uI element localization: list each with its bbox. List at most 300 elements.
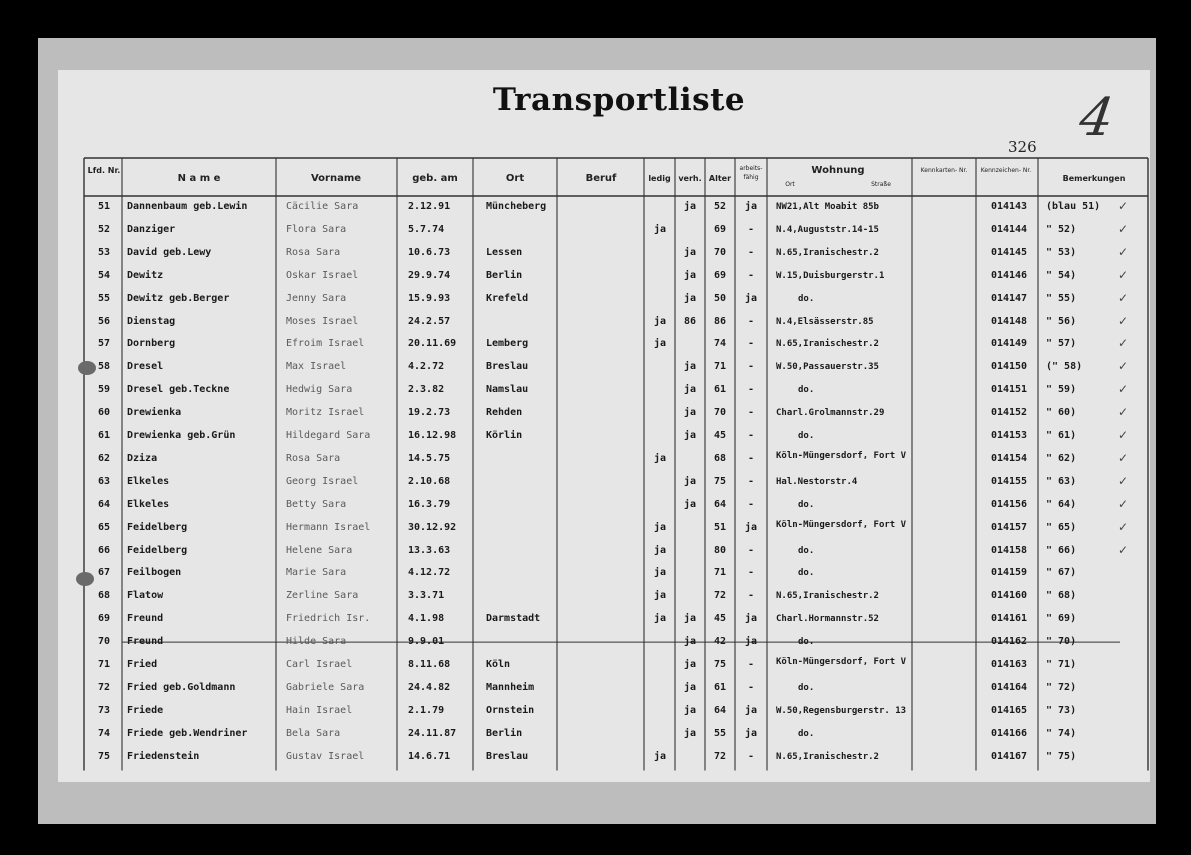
cell-nr: 69 — [97, 613, 111, 625]
cell-nr: 73 — [97, 704, 111, 716]
cell-geb: 24.2.57 — [408, 315, 451, 327]
cell-alter: 71 — [713, 567, 727, 579]
cell-geb: 16.12.98 — [408, 430, 457, 441]
cell-nr: 72 — [97, 681, 111, 693]
cell-nr: 55 — [97, 292, 111, 304]
cell-vorname: Zerline Sara — [286, 590, 359, 602]
cell-name: Elkeles — [127, 475, 170, 487]
check-mark-icon: ✓ — [1118, 428, 1129, 442]
cell-vorname: Marie Sara — [286, 567, 347, 579]
cell-alter: 55 — [713, 727, 727, 739]
cell-vorname: Bela Sara — [286, 727, 341, 739]
header-bemerkungen: Bemerkungen — [1062, 174, 1126, 183]
cell-geb: 14.6.71 — [408, 750, 451, 762]
cell-alter: 69 — [713, 269, 727, 281]
cell-vorname: Flora Sara — [286, 223, 347, 235]
cell-alter: 64 — [713, 498, 727, 510]
cell-bem: " 73) — [1046, 704, 1077, 716]
cell-ledig: ja — [653, 750, 667, 762]
cell-geb: 24.4.82 — [408, 681, 451, 693]
cell-verh: ja — [683, 384, 697, 396]
cell-alter: 75 — [713, 659, 727, 670]
header-geb-am: geb. am — [412, 173, 458, 184]
cell-wohnung: Köln-Müngersdorf, Fort V — [776, 450, 907, 461]
cell-verh: ja — [683, 681, 697, 693]
cell-ort: Müncheberg — [486, 201, 547, 212]
cell-bem: (" 58) — [1046, 361, 1083, 373]
sheet-mark: 4 — [1075, 88, 1118, 148]
cell-vorname: Jenny Sara — [286, 292, 347, 304]
cell-kenn: 014146 — [990, 269, 1028, 281]
cell-kenn: 014166 — [990, 727, 1028, 739]
cell-kenn: 014153 — [990, 430, 1028, 441]
cell-bem: " 62) — [1046, 452, 1077, 464]
cell-kenn: 014155 — [990, 475, 1028, 487]
cell-ort: Körlin — [486, 430, 523, 441]
cell-vorname: Max Israel — [286, 361, 347, 373]
check-mark-icon: ✓ — [1118, 267, 1129, 282]
cell-alter: 74 — [713, 338, 727, 350]
cell-nr: 57 — [97, 338, 111, 350]
cell-alter: 51 — [713, 521, 727, 533]
cell-bem: " 52) — [1046, 223, 1077, 235]
cell-verh: ja — [683, 613, 697, 625]
cell-alter: 45 — [713, 430, 727, 441]
cell-ort: Rehden — [486, 407, 523, 419]
cell-arb: - — [747, 544, 755, 556]
cell-geb: 16.3.79 — [408, 498, 451, 510]
cell-arb: - — [747, 475, 755, 487]
cell-bem: " 63) — [1046, 475, 1077, 487]
page-number: 326 — [1008, 138, 1037, 156]
cell-alter: 68 — [713, 452, 727, 464]
cell-nr: 70 — [97, 636, 111, 648]
cell-arb: - — [747, 407, 755, 419]
cell-nr: 58 — [97, 361, 111, 373]
cell-ledig: ja — [653, 315, 667, 327]
cell-arb: - — [747, 498, 755, 510]
header-wohnung-strasse: Straße — [871, 181, 891, 188]
header-lfd-nr: Lfd. Nr. — [87, 166, 121, 175]
cell-alter: 70 — [713, 246, 727, 258]
cell-vorname: Moritz Israel — [286, 407, 365, 419]
cell-nr: 56 — [97, 315, 111, 327]
cell-ort: Krefeld — [486, 292, 529, 304]
cell-wohnung: Köln-Müngersdorf, Fort V — [776, 657, 907, 667]
cell-bem: " 60) — [1046, 407, 1077, 419]
cell-geb: 3.3.71 — [408, 590, 445, 602]
cell-arb: - — [747, 246, 755, 258]
cell-wohnung: N.4,Auguststr.14-15 — [776, 224, 879, 235]
cell-verh: ja — [683, 636, 697, 648]
cell-bem: " 61) — [1046, 430, 1077, 441]
cell-wohnung: do. — [798, 545, 815, 556]
cell-vorname: Oskar Israel — [286, 269, 359, 281]
cell-arb: - — [747, 361, 755, 373]
cell-vorname: Rosa Sara — [286, 246, 341, 258]
cell-vorname: Gabriele Sara — [286, 681, 365, 693]
cell-bem: " 56) — [1046, 315, 1077, 327]
cell-wohnung: W.50,Regensburgerstr. 13 — [776, 705, 907, 716]
cell-wohnung: W.50,Passauerstr.35 — [776, 362, 879, 373]
check-mark-icon: ✓ — [1118, 519, 1129, 534]
cell-kenn: 014164 — [990, 681, 1028, 693]
cell-alter: 69 — [713, 223, 727, 235]
cell-arb: ja — [744, 727, 758, 739]
cell-vorname: Cäcilie Sara — [286, 201, 359, 212]
cell-geb: 19.2.73 — [408, 407, 451, 419]
cell-verh: ja — [683, 727, 697, 739]
cell-geb: 8.11.68 — [408, 659, 451, 670]
cell-arb: - — [747, 338, 755, 350]
cell-geb: 15.9.93 — [408, 292, 451, 304]
cell-kenn: 014161 — [990, 613, 1028, 625]
cell-verh: ja — [683, 430, 697, 441]
cell-name: Elkeles — [127, 498, 170, 510]
cell-nr: 74 — [97, 727, 111, 739]
cell-ort: Breslau — [486, 361, 529, 373]
cell-ort: Lemberg — [486, 338, 529, 350]
cell-ledig: ja — [653, 613, 667, 625]
cell-nr: 52 — [97, 223, 111, 235]
cell-nr: 64 — [97, 498, 111, 510]
cell-geb: 2.3.82 — [408, 384, 445, 396]
cell-arb: - — [747, 567, 755, 579]
punch-hole — [78, 361, 96, 375]
cell-wohnung: N.65,Iranischestr.2 — [776, 247, 879, 258]
cell-nr: 60 — [97, 407, 111, 419]
cell-wohnung: Köln-Müngersdorf, Fort V — [776, 519, 907, 530]
cell-wohnung: Charl.Hormannstr.52 — [776, 614, 879, 625]
cell-nr: 66 — [97, 544, 111, 556]
cell-wohnung: Hal.Nestorstr.4 — [776, 476, 858, 487]
cell-bem: " 65) — [1046, 521, 1077, 533]
cell-kenn: 014162 — [990, 636, 1028, 648]
cell-arb: - — [747, 590, 755, 602]
header-kennkarten: Kennkarten- Nr. — [920, 167, 968, 174]
cell-wohnung: Charl.Grolmannstr.29 — [776, 408, 885, 419]
cell-geb: 20.11.69 — [408, 338, 457, 350]
cell-ort: Köln — [486, 659, 511, 670]
cell-ort: Lessen — [486, 246, 523, 258]
cell-geb: 13.3.63 — [408, 544, 451, 556]
cell-wohnung: do. — [798, 568, 815, 579]
cell-ort: Berlin — [486, 269, 523, 281]
cell-name: Freund — [127, 636, 164, 648]
cell-kenn: 014151 — [990, 384, 1028, 396]
cell-kenn: 014154 — [990, 452, 1028, 464]
cell-ledig: ja — [653, 521, 667, 533]
cell-vorname: Hedwig Sara — [286, 384, 353, 396]
cell-nr: 71 — [97, 659, 111, 670]
cell-geb: 9.9.01 — [408, 636, 445, 648]
cell-ledig: ja — [653, 223, 667, 235]
cell-alter: 86 — [713, 315, 727, 327]
cell-kenn: 014156 — [990, 498, 1028, 510]
cell-vorname: Carl Israel — [286, 659, 353, 670]
check-mark-icon: ✓ — [1118, 221, 1129, 236]
check-mark-icon: ✓ — [1118, 473, 1129, 488]
cell-kenn: 014150 — [990, 361, 1028, 373]
cell-arb: - — [747, 681, 755, 693]
cell-alter: 71 — [713, 361, 727, 373]
cell-vorname: Friedrich Isr. — [286, 613, 371, 625]
cell-nr: 68 — [97, 590, 111, 602]
cell-name: Dziza — [127, 452, 158, 464]
cell-bem: " 54) — [1046, 269, 1077, 281]
cell-verh: ja — [683, 201, 697, 212]
cell-bem: " 72) — [1046, 681, 1077, 693]
cell-arb: - — [747, 659, 755, 670]
check-mark-icon: ✓ — [1118, 405, 1129, 420]
cell-bem: " 59) — [1046, 384, 1077, 396]
check-mark-icon: ✓ — [1118, 244, 1129, 259]
cell-vorname: Efroim Israel — [286, 338, 365, 350]
cell-nr: 59 — [97, 384, 111, 396]
cell-name: Fried geb.Goldmann — [127, 681, 236, 693]
header-wohnung-ort: Ort — [785, 181, 795, 188]
cell-wohnung: N.4,Elsässerstr.85 — [776, 316, 874, 327]
check-mark-icon: ✓ — [1118, 359, 1129, 374]
cell-nr: 54 — [97, 269, 111, 281]
cell-arb: ja — [744, 613, 758, 625]
cell-arb: ja — [744, 292, 758, 304]
cell-name: Friede — [127, 704, 164, 716]
cell-wohnung: W.15,Duisburgerstr.1 — [776, 270, 885, 281]
cell-wohnung: do. — [798, 728, 815, 739]
cell-wohnung: do. — [798, 499, 815, 510]
cell-alter: 64 — [713, 704, 727, 716]
cell-bem: " 74) — [1046, 727, 1077, 739]
cell-name: Drewienka geb.Grün — [127, 430, 236, 441]
cell-alter: 42 — [713, 636, 727, 648]
cell-name: Dewitz — [127, 269, 164, 281]
cell-bem: " 55) — [1046, 292, 1077, 304]
cell-geb: 10.6.73 — [408, 246, 451, 258]
cell-vorname: Hilde Sara — [286, 636, 347, 648]
cell-geb: 29.9.74 — [408, 269, 451, 281]
cell-alter: 80 — [713, 544, 727, 556]
cell-name: Fried — [127, 659, 158, 670]
cell-nr: 62 — [97, 452, 111, 464]
cell-bem: " 69) — [1046, 613, 1077, 625]
cell-wohnung: do. — [798, 385, 815, 396]
cell-alter: 75 — [713, 475, 727, 487]
cell-kenn: 014167 — [990, 750, 1028, 762]
cell-kenn: 014144 — [990, 223, 1028, 235]
cell-bem: " 70) — [1046, 636, 1077, 648]
cell-arb: ja — [744, 201, 758, 212]
cell-verh: ja — [683, 475, 697, 487]
cell-alter: 61 — [713, 384, 727, 396]
cell-name: Friedenstein — [127, 750, 200, 762]
cell-alter: 70 — [713, 407, 727, 419]
header-alter: Alter — [708, 174, 732, 183]
cell-nr: 51 — [97, 201, 111, 212]
cell-name: Flatow — [127, 590, 164, 602]
cell-ledig: ja — [653, 338, 667, 350]
cell-kenn: 014159 — [990, 567, 1028, 579]
cell-arb: ja — [744, 704, 758, 716]
header-arbeitsfaehig: arbeits- fähig — [739, 165, 763, 181]
cell-bem: (blau 51) — [1046, 201, 1101, 212]
cell-name: Feilbogen — [127, 567, 182, 579]
cell-arb: - — [747, 269, 755, 281]
cell-ledig: ja — [653, 452, 667, 464]
cell-vorname: Betty Sara — [286, 498, 347, 510]
cell-alter: 50 — [713, 292, 727, 304]
cell-vorname: Hermann Israel — [286, 521, 371, 533]
cell-name: Danziger — [127, 223, 176, 235]
check-mark-icon: ✓ — [1118, 450, 1129, 465]
check-mark-icon: ✓ — [1118, 336, 1129, 351]
cell-arb: - — [747, 430, 755, 441]
cell-geb: 14.5.75 — [408, 452, 451, 464]
cell-arb: ja — [744, 636, 758, 648]
punch-hole — [76, 572, 94, 586]
cell-name: David geb.Lewy — [127, 246, 212, 258]
header-ledig: ledig — [648, 174, 671, 183]
check-mark-icon: ✓ — [1118, 542, 1129, 557]
cell-name: Drewienka — [127, 407, 182, 419]
cell-wohnung: N.65,Iranischestr.2 — [776, 751, 879, 762]
cell-arb: - — [747, 223, 755, 235]
cell-kenn: 014160 — [990, 590, 1028, 602]
cell-geb: 24.11.87 — [408, 727, 457, 739]
cell-kenn: 014147 — [990, 292, 1028, 304]
cell-name: Feidelberg — [127, 544, 188, 556]
document-title: Transportliste — [492, 82, 746, 118]
cell-alter: 72 — [713, 750, 727, 762]
cell-bem: " 75) — [1046, 750, 1077, 762]
check-mark-icon: ✓ — [1118, 290, 1129, 305]
cell-ort: Ornstein — [486, 704, 535, 716]
cell-arb: - — [747, 750, 755, 762]
cell-vorname: Gustav Israel — [286, 750, 365, 762]
cell-bem: " 68) — [1046, 590, 1077, 602]
header-beruf: Beruf — [585, 173, 617, 184]
cell-name: Dresel geb.Teckne — [127, 384, 230, 396]
cell-nr: 67 — [97, 567, 111, 579]
cell-verh: ja — [683, 704, 697, 716]
cell-vorname: Georg Israel — [286, 475, 359, 487]
cell-wohnung: do. — [798, 637, 815, 648]
check-mark-icon: ✓ — [1118, 313, 1129, 328]
cell-kenn: 014157 — [990, 521, 1028, 533]
cell-ledig: ja — [653, 544, 667, 556]
cell-name: Feidelberg — [127, 521, 188, 533]
header-kennzeichen: Kennzeichen- Nr. — [980, 167, 1032, 174]
cell-geb: 4.12.72 — [408, 567, 451, 579]
cell-arb: ja — [744, 521, 758, 533]
cell-ort: Namslau — [486, 384, 529, 396]
cell-bem: " 71) — [1046, 659, 1077, 670]
cell-alter: 72 — [713, 590, 727, 602]
cell-nr: 61 — [97, 430, 111, 441]
cell-geb: 4.2.72 — [408, 361, 445, 373]
cell-kenn: 014158 — [990, 544, 1028, 556]
cell-nr: 75 — [97, 750, 111, 762]
cell-kenn: 014149 — [990, 338, 1028, 350]
cell-name: Dannenbaum geb.Lewin — [127, 201, 248, 212]
cell-ledig: ja — [653, 567, 667, 579]
cell-verh: ja — [683, 269, 697, 281]
cell-name: Freund — [127, 613, 164, 625]
cell-kenn: 014163 — [990, 659, 1028, 670]
cell-geb: 4.1.98 — [408, 613, 445, 625]
cell-wohnung: N.65,Iranischestr.2 — [776, 591, 879, 602]
cell-vorname: Hildegard Sara — [286, 430, 371, 441]
cell-name: Friede geb.Wendriner — [127, 727, 248, 739]
cell-kenn: 014165 — [990, 704, 1028, 716]
cell-vorname: Moses Israel — [286, 315, 359, 327]
cell-geb: 2.12.91 — [408, 201, 451, 212]
cell-alter: 45 — [713, 613, 727, 625]
header-vorname: Vorname — [310, 173, 362, 184]
cell-kenn: 014143 — [990, 201, 1028, 212]
cell-bem: " 53) — [1046, 246, 1077, 258]
cell-bem: " 64) — [1046, 498, 1077, 510]
cell-name: Dornberg — [127, 338, 176, 350]
header-name: N a m e — [177, 173, 221, 184]
cell-bem: " 66) — [1046, 544, 1077, 556]
check-mark-icon: ✓ — [1118, 496, 1129, 511]
cell-name: Dienstag — [127, 315, 176, 327]
cell-verh: ja — [683, 498, 697, 510]
cell-vorname: Rosa Sara — [286, 452, 341, 464]
cell-geb: 2.1.79 — [408, 704, 445, 716]
cell-nr: 63 — [97, 475, 111, 487]
header-ort: Ort — [505, 173, 525, 184]
cell-wohnung: N.65,Iranischestr.2 — [776, 339, 879, 350]
cell-bem: " 67) — [1046, 567, 1077, 579]
cell-wohnung: do. — [798, 293, 815, 304]
cell-arb: - — [747, 384, 755, 396]
cell-geb: 2.10.68 — [408, 475, 451, 487]
cell-verh: ja — [683, 361, 697, 373]
cell-name: Dresel — [127, 361, 164, 373]
cell-verh: 86 — [683, 315, 697, 327]
cell-nr: 65 — [97, 521, 111, 533]
cell-wohnung: do. — [798, 682, 815, 693]
cell-verh: ja — [683, 292, 697, 304]
cell-arb: - — [747, 452, 755, 464]
cell-geb: 30.12.92 — [408, 521, 457, 533]
cell-alter: 61 — [713, 681, 727, 693]
cell-ort: Breslau — [486, 750, 529, 762]
cell-vorname: Hain Israel — [286, 704, 353, 716]
check-mark-icon: ✓ — [1118, 382, 1129, 397]
cell-ort: Berlin — [486, 727, 523, 739]
cell-verh: ja — [683, 407, 697, 419]
cell-alter: 52 — [713, 201, 727, 212]
cell-geb: 5.7.74 — [408, 223, 445, 235]
cell-kenn: 014145 — [990, 246, 1028, 258]
header-wohnung: Wohnung — [811, 165, 865, 176]
cell-ort: Mannheim — [486, 681, 535, 693]
cell-ledig: ja — [653, 590, 667, 602]
header-verh: verh. — [678, 174, 702, 183]
cell-name: Dewitz geb.Berger — [127, 292, 230, 304]
check-mark-icon: ✓ — [1118, 199, 1129, 213]
cell-wohnung: do. — [798, 431, 815, 441]
cell-ort: Darmstadt — [486, 613, 541, 625]
cell-vorname: Helene Sara — [286, 544, 353, 556]
cell-arb: - — [747, 315, 755, 327]
cell-wohnung: NW21,Alt Moabit 85b — [776, 202, 879, 212]
cell-nr: 53 — [97, 246, 111, 258]
cell-kenn: 014148 — [990, 315, 1028, 327]
